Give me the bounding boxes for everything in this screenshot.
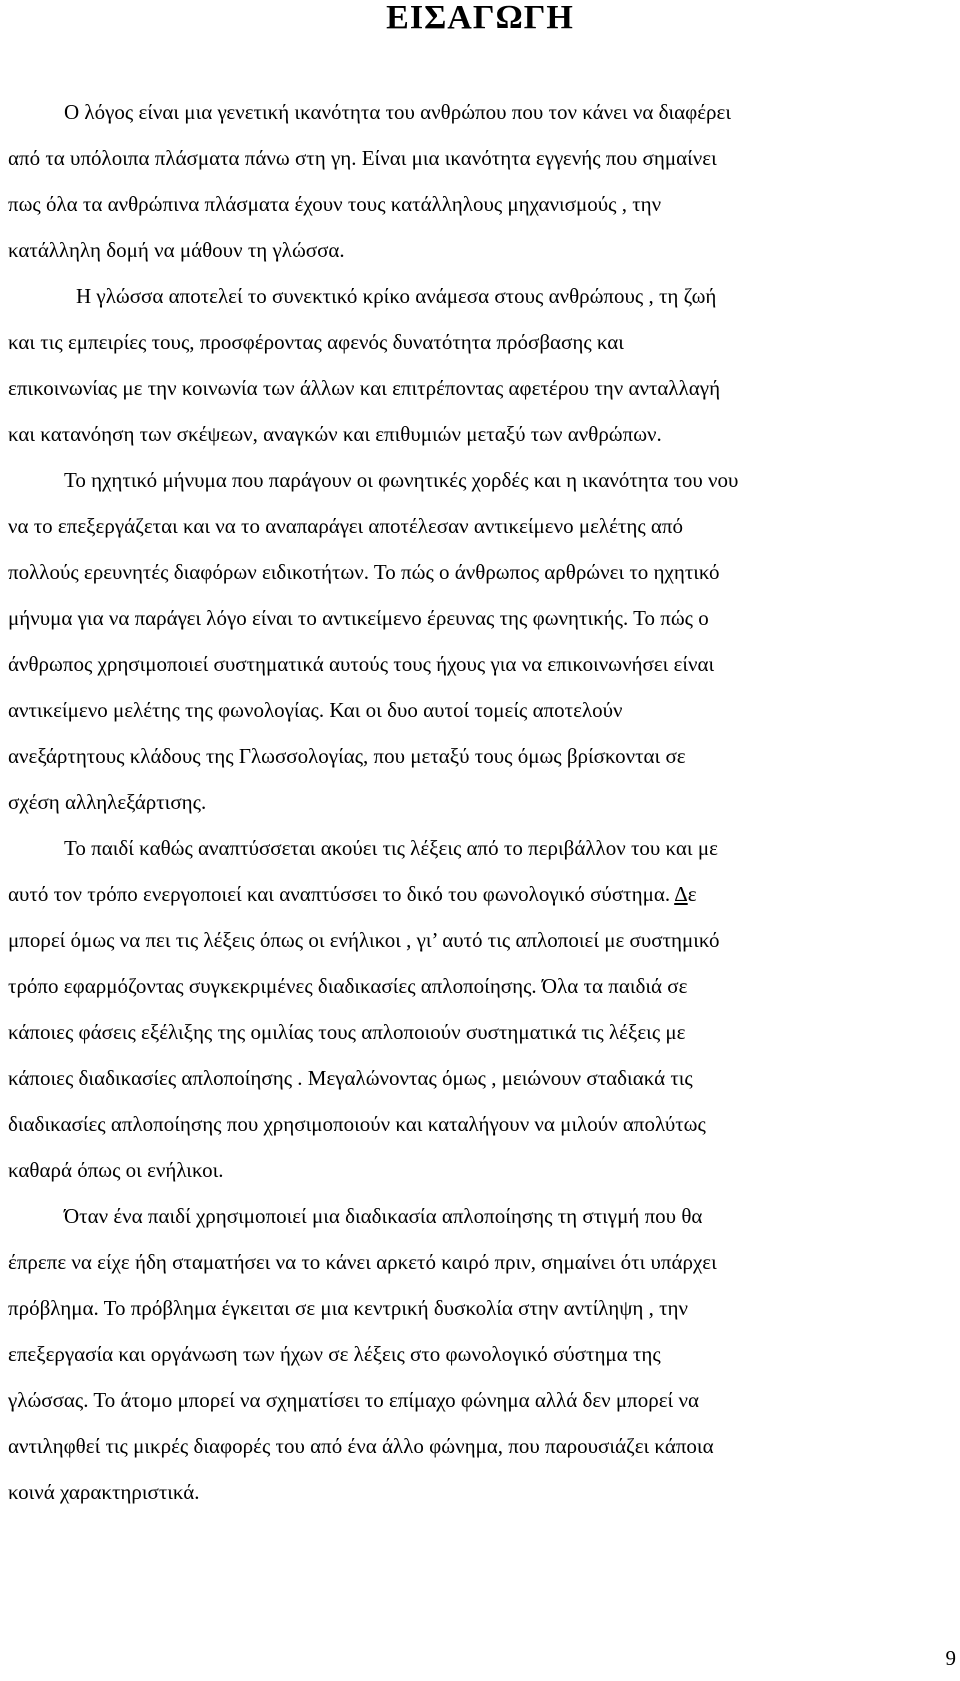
text-line: άνθρωπος χρησιμοποιεί συστηματικά αυτούς τους ήχους για να επικοινωνήσει είναι [8, 652, 715, 676]
text-line: Το παιδί καθώς αναπτύσσεται ακούει τις λέξεις από το περιβάλλον του και με [64, 836, 718, 860]
text-line: Η γλώσσα αποτελεί το συνεκτικό κρίκο ανάμεσα στους ανθρώπους , τη ζωή [76, 284, 717, 308]
text-line: σχέση αλληλεξάρτισης. [8, 790, 207, 814]
text-line: μήνυμα για να παράγει λόγο είναι το αντικείμενο έρευνας της φωνητικής. Το πώς ο [8, 606, 709, 630]
text-line: κοινά χαρακτηριστικά. [8, 1480, 200, 1504]
text-line: διαδικασίες απλοποίησης που χρησιμοποιούν και καταλήγουν να μιλούν απολύτως [8, 1112, 706, 1136]
text-line: πρόβλημα. Το πρόβλημα έγκειται σε μια κεντρική δυσκολία στην αντίληψη , την [8, 1296, 688, 1320]
page-number: 9 [945, 1646, 956, 1670]
text-line: τρόπο εφαρμόζοντας συγκεκριμένες διαδικασίες απλοποίησης. Όλα τα παιδιά σε [8, 974, 688, 998]
text-line: να το επεξεργάζεται και να το αναπαράγει αποτέλεσαν αντικείμενο μελέτης από [8, 514, 683, 538]
text-line: αντικείμενο μελέτης της φωνολογίας. Και οι δυο αυτοί τομείς αποτελούν [8, 698, 623, 722]
text-line: από τα υπόλοιπα πλάσματα πάνω στη γη. Είναι μια ικανότητα εγγενής που σημαίνει [8, 146, 717, 170]
text-line [8, 879, 952, 909]
text-line: Το ηχητικό μήνυμα που παράγουν οι φωνητικές χορδές και η ικανότητα του νου [64, 468, 739, 492]
text-line: κάποιες φάσεις εξέλιξης της ομιλίας τους απλοποιούν συστηματικά τις λέξεις με [8, 1020, 686, 1044]
text-line: καθαρά όπως οι ενήλικοι. [8, 1158, 224, 1182]
text-line: ανεξάρτητους κλάδους της Γλωσσολογίας, που μεταξύ τους όμως βρίσκονται σε [8, 744, 686, 768]
text-line: και τις εμπειρίες τους, προσφέροντας αφενός δυνατότητα πρόσβασης και [8, 330, 624, 354]
text-line: κάποιες διαδικασίες απλοποίησης . Μεγαλώνοντας όμως , μειώνουν σταδιακά τις [8, 1066, 693, 1090]
text-line: γλώσσας. Το άτομο μπορεί να σχηματίσει το επίμαχο φώνημα αλλά δεν μπορεί να [8, 1388, 699, 1412]
text-line: έπρεπε να είχε ήδη σταματήσει να το κάνει αρκετό καιρό πριν, σημαίνει ότι υπάρχει [8, 1250, 717, 1274]
text-line: επεξεργασία και οργάνωση των ήχων σε λέξεις στο φωνολογικό σύστημα της [8, 1342, 661, 1366]
page-title: ΕΙΣΑΓΩΓΗ [386, 0, 574, 36]
text-line: κατάλληλη δομή να μάθουν τη γλώσσα. [8, 238, 345, 262]
text-line: Ο λόγος είναι μια γενετική ικανότητα του ανθρώπου που τον κάνει να διαφέρει [64, 100, 732, 124]
text-line: Όταν ένα παιδί χρησιμοποιεί μια διαδικασία απλοποίησης τη στιγμή που θα [64, 1204, 703, 1228]
underlined-text: Δ [674, 882, 688, 906]
text-line: αντιληφθεί τις μικρές διαφορές του από ένα άλλο φώνημα, που παρουσιάζει κάποια [8, 1434, 714, 1458]
text-line: και κατανόηση των σκέψεων, αναγκών και επιθυμιών μεταξύ των ανθρώπων. [8, 422, 662, 446]
text-line: πολλούς ερευνητές διαφόρων ειδικοτήτων. Το πώς ο άνθρωπος αρθρώνει το ηχητικό [8, 560, 720, 584]
text-line-segment: ε [687, 882, 697, 906]
text-line: επικοινωνίας με την κοινωνία των άλλων και επιτρέποντας αφετέρου την ανταλλαγή [8, 376, 721, 400]
text-line-segment: αυτό τον τρόπο ενεργοποιεί και αναπτύσσει το δικό του φωνολογικό σύστημα. [8, 882, 671, 906]
text-line: μπορεί όμως να πει τις λέξεις όπως οι ενήλικοι , γι’ αυτό τις απλοποιεί με συστημικό [8, 928, 720, 952]
text-line: πως όλα τα ανθρώπινα πλάσματα έχουν τους κατάλληλους μηχανισμούς , την [8, 192, 662, 216]
